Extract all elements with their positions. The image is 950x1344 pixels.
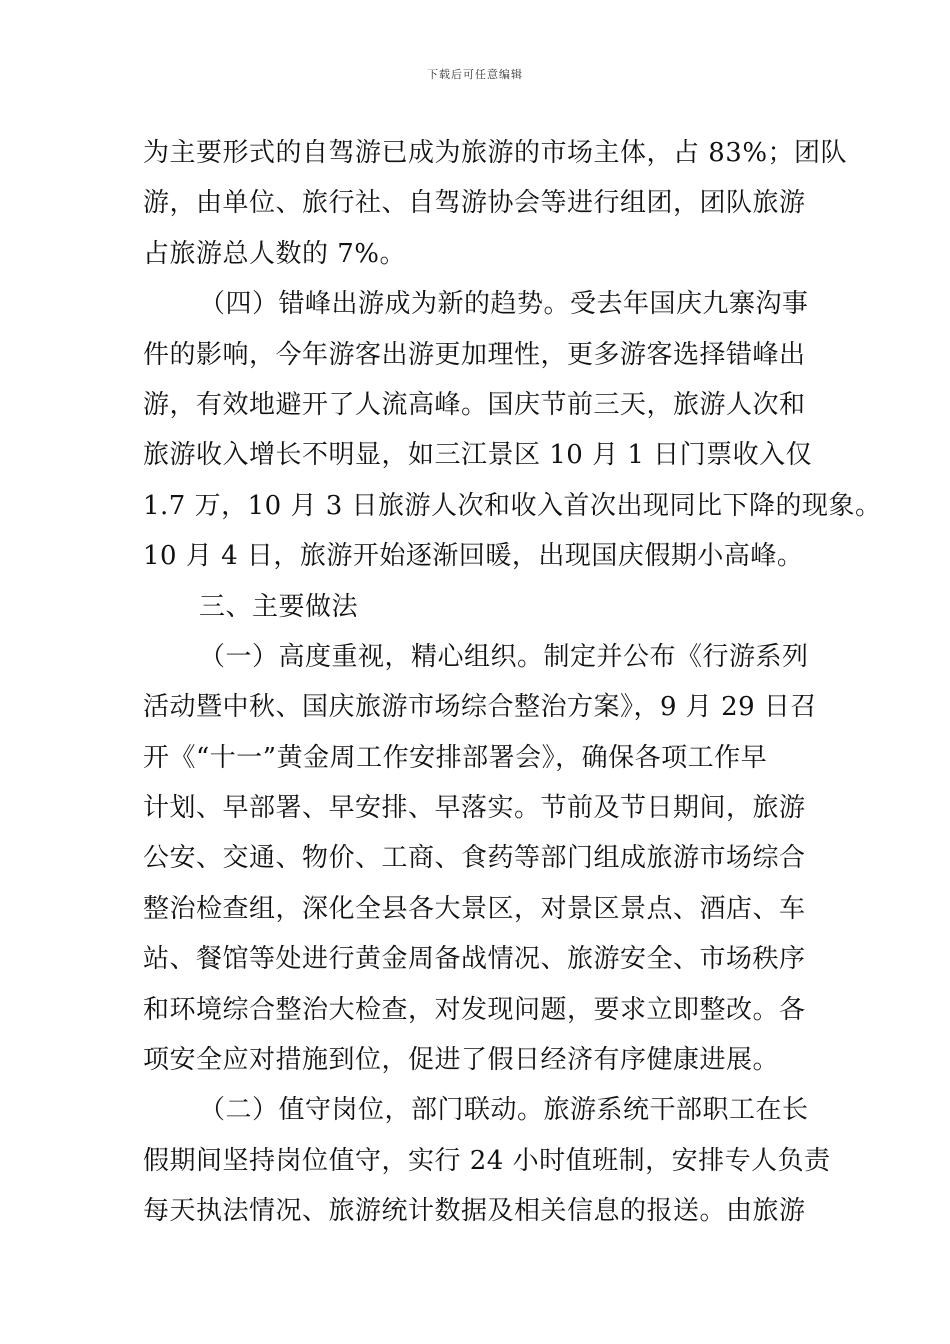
text-line: 公安、交通、物价、工商、食药等部门组成旅游市场综合 <box>143 843 806 874</box>
text-line: 件的影响，今年游客出游更加理性，更多游客选择错峰出 <box>143 339 806 370</box>
text-line: 旅游收入增长不明显，如三江景区 10 月 1 日门票收入仅 <box>143 440 813 471</box>
text-line: 整治检查组，深化全县各大景区，对景区景点、酒店、车 <box>143 893 806 924</box>
text-line: 计划、早部署、早安排、早落实。节前及节日期间，旅游 <box>143 793 806 824</box>
paragraph-start-line: （四）错峰出游成为新的趋势。受去年国庆九寨沟事 <box>199 289 809 320</box>
paragraph-start-line: （二）值守岗位，部门联动。旅游系统干部职工在长 <box>199 1095 809 1126</box>
text-line: 站、餐馆等处进行黄金周备战情况、旅游安全、市场秩序 <box>143 944 806 975</box>
text-line: 为主要形式的自驾游已成为旅游的市场主体，占 83%；团队 <box>143 138 848 168</box>
page-header-note: 下载后可任意编辑 <box>427 68 523 81</box>
text-line: 和环境综合整治大检查，对发现问题，要求立即整改。各 <box>143 994 806 1025</box>
text-line: 游，由单位、旅行社、自驾游协会等进行组团，团队旅游 <box>143 188 806 219</box>
text-line: 1.7 万，10 月 3 日旅游人次和收入首次出现同比下降的现象。 <box>143 490 882 521</box>
text-line: 10 月 4 日，旅游开始逐渐回暖，出现国庆假期小高峰。 <box>143 541 804 572</box>
text-line: 游，有效地避开了人流高峰。国庆节前三天，旅游人次和 <box>143 389 806 420</box>
text-line: 每天执法情况、旅游统计数据及相关信息的报送。由旅游 <box>143 1196 806 1227</box>
text-line: 假期间坚持岗位值守，实行 24 小时值班制，安排专人负责 <box>143 1145 831 1176</box>
text-line: 占旅游总人数的 7%。 <box>143 238 407 269</box>
text-line: 活动暨中秋、国庆旅游市场综合整治方案》，9 月 29 日召 <box>143 692 817 723</box>
document-body <box>143 128 882 1237</box>
text-line: 开《“十一”黄金周工作安排部署会》，确保各项工作早 <box>143 742 768 773</box>
section-heading: 三、主要做法 <box>199 591 359 622</box>
text-line: 项安全应对措施到位，促进了假日经济有序健康进展。 <box>143 1045 780 1076</box>
paragraph-start-line: （一）高度重视，精心组织。制定并公布《行游系列 <box>199 641 809 672</box>
